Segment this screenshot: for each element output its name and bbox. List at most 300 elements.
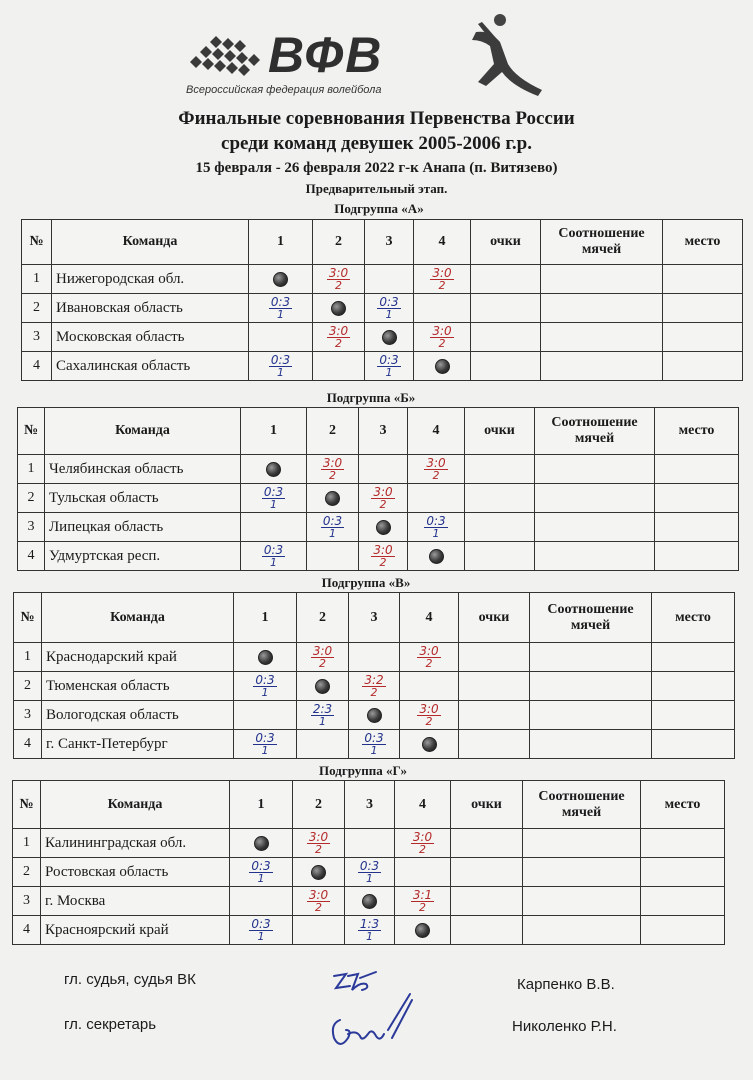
volleyball-icon (258, 650, 273, 665)
place-cell (655, 542, 739, 571)
match-score (327, 265, 350, 292)
score-sets: 0:3 (255, 672, 275, 687)
col-2: 2 (297, 593, 349, 643)
table-row (13, 887, 725, 916)
score-sets: 0:3 (359, 858, 380, 873)
score-points: 1 (262, 498, 285, 510)
team-name: Удмуртская респ. (45, 542, 241, 571)
row-number: 4 (22, 352, 52, 381)
row-number: 2 (18, 484, 45, 513)
result-cell (307, 455, 359, 484)
col-1: 1 (241, 408, 307, 455)
team-name: Краснодарский край (42, 643, 234, 672)
col-team: Команда (41, 781, 230, 829)
col-2: 2 (293, 781, 345, 829)
team-name: Липецкая область (45, 513, 241, 542)
group-table-a (21, 219, 743, 381)
score-sets: 0:3 (322, 513, 343, 528)
row-number: 2 (14, 672, 42, 701)
score-points: 1 (377, 308, 400, 320)
result-cell (241, 484, 307, 513)
row-number: 4 (13, 916, 41, 945)
col-num: № (14, 593, 42, 643)
table-header-row (22, 220, 743, 265)
result-cell (241, 513, 307, 542)
score-sets: 3:0 (373, 484, 393, 499)
match-score (411, 887, 434, 914)
match-score (371, 542, 394, 569)
score-points: 2 (430, 279, 453, 291)
dates-location: 15 февраля - 26 февраля 2022 г-к Анапа (п. Витязево) (195, 160, 558, 176)
points-cell (471, 323, 541, 352)
col-num: № (13, 781, 41, 829)
result-cell (365, 352, 414, 381)
col-team: Команда (42, 593, 234, 643)
score-sets: 0:3 (426, 513, 446, 528)
col-team: Команда (52, 220, 249, 265)
row-number: 1 (13, 829, 41, 858)
place-cell (641, 829, 725, 858)
result-cell (241, 455, 307, 484)
volleyball-icon (435, 359, 450, 374)
points-cell (465, 513, 535, 542)
match-score (430, 265, 453, 292)
result-cell (395, 916, 451, 945)
volleyball-icon (325, 491, 340, 506)
result-cell (400, 701, 459, 730)
result-cell (345, 858, 395, 887)
table-row (18, 484, 739, 513)
col-1: 1 (234, 593, 297, 643)
match-score (253, 672, 276, 699)
row-number: 2 (13, 858, 41, 887)
result-cell (297, 701, 349, 730)
score-points: 1 (269, 366, 292, 378)
points-cell (451, 829, 523, 858)
secretary-signature (326, 990, 416, 1056)
score-sets: 3:0 (328, 323, 349, 338)
team-name: Тульская область (45, 484, 241, 513)
match-score (307, 829, 330, 856)
score-points: 2 (327, 279, 350, 291)
score-sets: 3:0 (308, 887, 329, 902)
ratio-cell (535, 455, 655, 484)
score-points: 2 (411, 843, 434, 855)
volleyball-icon (429, 549, 444, 564)
ratio-cell (530, 643, 652, 672)
result-cell (293, 887, 345, 916)
title-line-1: Финальные соревнования Первенства России (178, 108, 575, 129)
result-cell (349, 730, 400, 759)
place-cell (655, 455, 739, 484)
result-cell (349, 701, 400, 730)
col-ratio: Соотношение мячей (530, 593, 652, 643)
points-cell (451, 858, 523, 887)
score-sets: 3:0 (322, 455, 343, 470)
result-cell (349, 672, 400, 701)
team-name: Ивановская область (52, 294, 249, 323)
ratio-cell (530, 701, 652, 730)
score-points: 2 (371, 498, 394, 510)
place-cell (663, 265, 743, 294)
score-sets: 3:1 (412, 887, 433, 902)
row-number: 3 (22, 323, 52, 352)
result-cell (408, 513, 465, 542)
match-score (424, 455, 447, 482)
result-cell (249, 294, 313, 323)
group-table-d (12, 780, 725, 945)
col-place: место (641, 781, 725, 829)
col-2: 2 (307, 408, 359, 455)
result-cell (234, 672, 297, 701)
table-row (22, 352, 743, 381)
result-cell (359, 513, 408, 542)
result-cell (249, 265, 313, 294)
match-score (262, 542, 285, 569)
ratio-cell (541, 265, 663, 294)
match-score (358, 916, 381, 943)
score-sets: 3:0 (432, 265, 452, 280)
points-cell (471, 265, 541, 294)
result-cell (307, 542, 359, 571)
match-score (321, 513, 344, 540)
col-points: очки (465, 408, 535, 455)
match-score (249, 916, 272, 943)
volleyball-icon (376, 520, 391, 535)
col-1: 1 (230, 781, 293, 829)
col-3: 3 (345, 781, 395, 829)
score-sets: 0:3 (251, 858, 271, 873)
result-cell (313, 265, 365, 294)
result-cell (400, 672, 459, 701)
col-3: 3 (359, 408, 408, 455)
score-sets: 3:0 (419, 643, 439, 658)
match-score (362, 672, 385, 699)
ratio-cell (523, 829, 641, 858)
score-sets: 0:3 (364, 730, 384, 745)
result-cell (249, 323, 313, 352)
result-cell (365, 294, 414, 323)
score-sets: 0:3 (379, 294, 399, 309)
volleyball-icon (266, 462, 281, 477)
col-3: 3 (349, 593, 400, 643)
row-number: 4 (18, 542, 45, 571)
volleyball-icon (382, 330, 397, 345)
place-cell (652, 730, 735, 759)
volleyball-icon (362, 894, 377, 909)
vfv-logo-mark-icon (186, 28, 266, 84)
col-ratio: Соотношение мячей (535, 408, 655, 455)
result-cell (345, 829, 395, 858)
col-points: очки (459, 593, 530, 643)
result-cell (408, 455, 465, 484)
table-row (18, 513, 739, 542)
ratio-cell (523, 887, 641, 916)
result-cell (230, 829, 293, 858)
score-points: 1 (269, 308, 292, 320)
table-row (13, 916, 725, 945)
result-cell (414, 352, 471, 381)
score-sets: 0:3 (263, 542, 284, 557)
place-cell (652, 701, 735, 730)
col-4: 4 (408, 408, 465, 455)
result-cell (293, 829, 345, 858)
result-cell (234, 643, 297, 672)
match-score (262, 484, 285, 511)
logo-subtitle: Всероссийская федерация волейбола (186, 84, 382, 96)
result-cell (234, 730, 297, 759)
volleyball-icon (273, 272, 288, 287)
result-cell (297, 730, 349, 759)
table-row (14, 730, 735, 759)
team-name: Вологодская область (42, 701, 234, 730)
score-sets: 0:3 (251, 916, 271, 931)
match-score (377, 352, 400, 379)
row-number: 4 (14, 730, 42, 759)
logo-text: ВФВ (268, 27, 384, 83)
vfv-logo (186, 12, 546, 100)
score-points: 2 (307, 901, 330, 913)
score-points: 2 (417, 657, 440, 669)
score-sets: 3:0 (328, 265, 349, 280)
points-cell (465, 455, 535, 484)
ratio-cell (523, 916, 641, 945)
points-cell (451, 887, 523, 916)
result-cell (234, 701, 297, 730)
table-header-row (14, 593, 735, 643)
result-cell (345, 887, 395, 916)
ratio-cell (541, 323, 663, 352)
match-score (307, 887, 330, 914)
score-points: 2 (311, 657, 334, 669)
points-cell (465, 542, 535, 571)
group-table-b (17, 407, 739, 571)
volleyball-icon (422, 737, 437, 752)
result-cell (414, 323, 471, 352)
table-header-row (18, 408, 739, 455)
result-cell (313, 323, 365, 352)
score-sets: 1:3 (359, 916, 380, 931)
col-4: 4 (400, 593, 459, 643)
team-name: Челябинская область (45, 455, 241, 484)
table-header-row (13, 781, 725, 829)
row-number: 3 (18, 513, 45, 542)
result-cell (293, 858, 345, 887)
col-ratio: Соотношение мячей (523, 781, 641, 829)
result-cell (400, 730, 459, 759)
col-1: 1 (249, 220, 313, 265)
match-score (377, 294, 400, 321)
col-num: № (22, 220, 52, 265)
score-sets: 3:0 (312, 643, 333, 658)
score-points: 1 (253, 686, 276, 698)
team-name: г. Москва (41, 887, 230, 916)
ratio-cell (541, 352, 663, 381)
col-ratio: Соотношение мячей (541, 220, 663, 265)
place-cell (641, 858, 725, 887)
result-cell (307, 484, 359, 513)
result-cell (414, 294, 471, 323)
points-cell (451, 916, 523, 945)
ratio-cell (535, 513, 655, 542)
result-cell (365, 265, 414, 294)
col-team: Команда (45, 408, 241, 455)
match-score (371, 484, 394, 511)
col-3: 3 (365, 220, 414, 265)
result-cell (395, 858, 451, 887)
volleyball-icon (254, 836, 269, 851)
score-points: 2 (430, 337, 453, 349)
result-cell (414, 265, 471, 294)
result-cell (349, 643, 400, 672)
result-cell (297, 643, 349, 672)
row-number: 2 (22, 294, 52, 323)
score-sets: 0:3 (255, 730, 275, 745)
chief-secretary-name: Николенко Р.Н. (512, 1018, 617, 1035)
score-points: 1 (377, 366, 400, 378)
volleyball-icon (367, 708, 382, 723)
result-cell (400, 643, 459, 672)
place-cell (663, 352, 743, 381)
result-cell (297, 672, 349, 701)
result-cell (365, 323, 414, 352)
points-cell (465, 484, 535, 513)
score-sets: 0:3 (379, 352, 399, 367)
score-points: 1 (249, 872, 272, 884)
table-row (13, 829, 725, 858)
match-score (417, 643, 440, 670)
result-cell (307, 513, 359, 542)
score-points: 2 (327, 337, 350, 349)
team-name: Нижегородская обл. (52, 265, 249, 294)
ratio-cell (530, 730, 652, 759)
score-points: 2 (424, 469, 447, 481)
volleyball-player-icon (456, 12, 546, 98)
result-cell (395, 887, 451, 916)
team-name: Сахалинская область (52, 352, 249, 381)
table-row (14, 672, 735, 701)
chief-secretary-label: гл. секретарь (64, 1016, 157, 1033)
table-row (22, 265, 743, 294)
row-number: 1 (22, 265, 52, 294)
match-score (249, 858, 272, 885)
chief-judge-name: Карпенко В.В. (517, 976, 615, 993)
score-points: 1 (253, 744, 276, 756)
col-place: место (652, 593, 735, 643)
match-score (269, 294, 292, 321)
result-cell (230, 887, 293, 916)
col-2: 2 (313, 220, 365, 265)
score-sets: 3:0 (432, 323, 452, 338)
col-points: очки (451, 781, 523, 829)
match-score (424, 513, 447, 540)
table-row (13, 858, 725, 887)
stage-title: Предварительный этап. (305, 181, 448, 196)
team-name: Ростовская область (41, 858, 230, 887)
match-score (321, 455, 344, 482)
score-sets: 3:0 (412, 829, 433, 844)
score-sets: 2:3 (312, 701, 333, 716)
match-score (269, 352, 292, 379)
ratio-cell (530, 672, 652, 701)
ratio-cell (523, 858, 641, 887)
match-score (430, 323, 453, 350)
place-cell (663, 294, 743, 323)
place-cell (655, 513, 739, 542)
match-score (362, 730, 385, 757)
points-cell (459, 701, 530, 730)
score-points: 2 (371, 556, 394, 568)
result-cell (408, 542, 465, 571)
score-points: 1 (358, 930, 381, 942)
team-name: Тюменская область (42, 672, 234, 701)
points-cell (471, 352, 541, 381)
place-cell (655, 484, 739, 513)
team-name: Московская область (52, 323, 249, 352)
score-sets: 0:3 (270, 294, 291, 309)
volleyball-icon (315, 679, 330, 694)
group-title-c: Подгруппа «В» (321, 575, 411, 590)
result-cell (249, 352, 313, 381)
score-points: 2 (417, 715, 440, 727)
match-score (327, 323, 350, 350)
score-sets: 3:0 (419, 701, 439, 716)
volleyball-icon (311, 865, 326, 880)
score-sets: 0:3 (270, 352, 291, 367)
result-cell (408, 484, 465, 513)
row-number: 3 (13, 887, 41, 916)
score-points: 2 (411, 901, 434, 913)
match-score (311, 643, 334, 670)
score-points: 1 (424, 527, 447, 539)
score-points: 2 (307, 843, 330, 855)
col-4: 4 (414, 220, 471, 265)
table-row (22, 294, 743, 323)
score-sets: 3:2 (364, 672, 384, 687)
team-name: Калининградская обл. (41, 829, 230, 858)
place-cell (641, 887, 725, 916)
table-row (14, 643, 735, 672)
score-points: 1 (249, 930, 272, 942)
group-title-b: Подгруппа «Б» (326, 390, 416, 405)
score-sets: 0:3 (263, 484, 284, 499)
row-number: 1 (18, 455, 45, 484)
row-number: 1 (14, 643, 42, 672)
match-score (311, 701, 334, 728)
score-points: 1 (321, 527, 344, 539)
table-row (14, 701, 735, 730)
result-cell (345, 916, 395, 945)
points-cell (459, 643, 530, 672)
team-name: г. Санкт-Петербург (42, 730, 234, 759)
result-cell (395, 829, 451, 858)
score-sets: 3:0 (308, 829, 329, 844)
score-points: 1 (262, 556, 285, 568)
match-score (253, 730, 276, 757)
col-place: место (655, 408, 739, 455)
score-points: 1 (358, 872, 381, 884)
match-score (358, 858, 381, 885)
score-sets: 3:0 (373, 542, 393, 557)
team-name: Красноярский край (41, 916, 230, 945)
points-cell (471, 294, 541, 323)
row-number: 3 (14, 701, 42, 730)
score-sets: 3:0 (426, 455, 446, 470)
match-score (417, 701, 440, 728)
result-cell (359, 484, 408, 513)
result-cell (313, 352, 365, 381)
score-points: 2 (321, 469, 344, 481)
